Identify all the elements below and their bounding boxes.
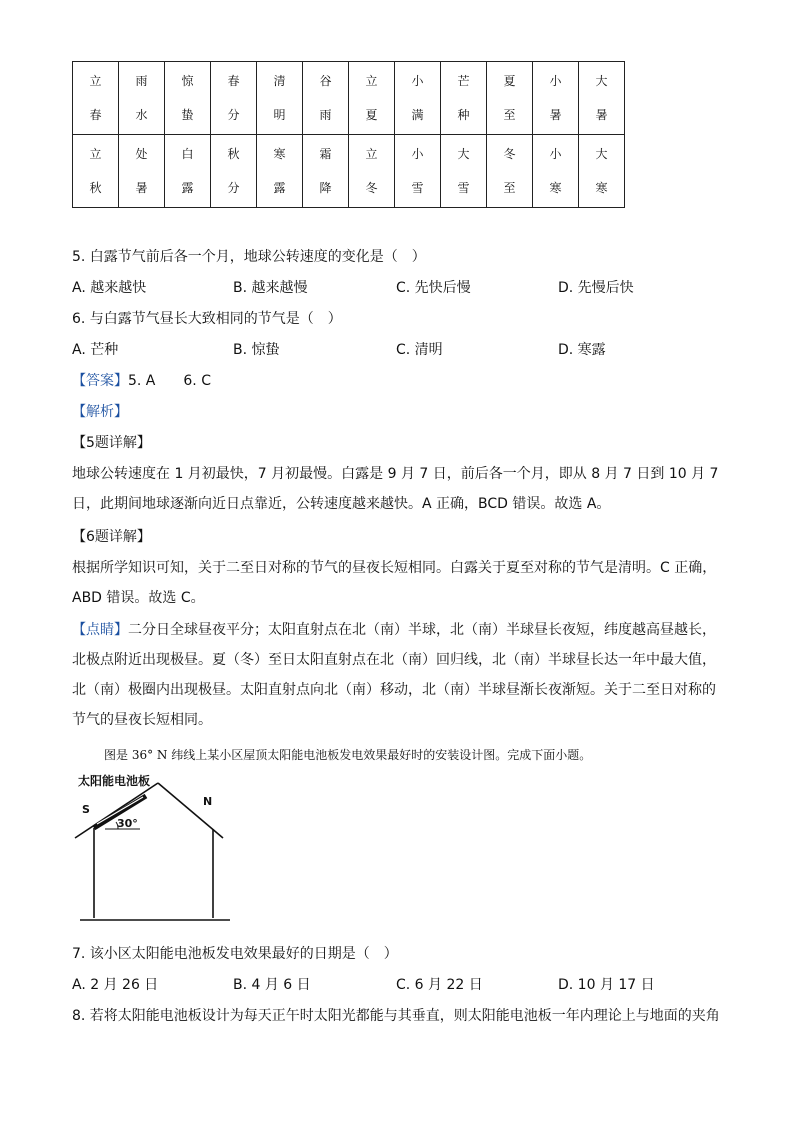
q6-option-c: C. 清明 xyxy=(396,342,443,358)
q5-option-b: B. 越来越慢 xyxy=(233,280,308,296)
table-cell: 立 夏 xyxy=(349,62,395,135)
south-label: S xyxy=(82,803,90,816)
table-row xyxy=(73,62,625,135)
detail5-text: 地球公转速度在 1 月初最快，7 月初最慢。白露是 9 月 7 日，前后各一个月，即从 8 月 7 日到 10 月 7 日，此期间地球逐渐向近日点靠近，公转速度越来越快。A 正确，BCD 错误。故选 A。 xyxy=(72,466,719,512)
table-cell: 芒 种 xyxy=(441,62,487,135)
table-cell: 大 雪 xyxy=(441,135,487,208)
q5-option-a: A. 越来越快 xyxy=(72,280,147,296)
q7-option-b: B. 4 月 6 日 xyxy=(233,977,311,993)
q7-stem: 7. 该小区太阳能电池板发电效果最好的日期是（ ） xyxy=(72,946,398,962)
table-cell: 惊 蛰 xyxy=(165,62,211,135)
q8-stem: 8. 若将太阳能电池板设计为每天正午时太阳光都能与其垂直，则太阳能电池板一年内理论上与地面的夹角 xyxy=(72,1008,720,1024)
table-cell: 春 分 xyxy=(211,62,257,135)
table-cell: 立 秋 xyxy=(73,135,119,208)
north-label: N xyxy=(203,795,213,808)
table-cell: 立 冬 xyxy=(349,135,395,208)
q7-option-a: A. 2 月 26 日 xyxy=(72,977,159,993)
table-row xyxy=(73,135,625,208)
tip-text: 二分日全球昼夜平分；太阳直射点在北（南）半球，北（南）半球昼长夜短，纬度越高昼越长，北极点附近出现极昼。夏（冬）至日太阳直射点在北（南）回归线，北（南）半球昼长达一年中最大值，北（南）极圈内出现极昼。太阳直射点向北（南）移动，北（南）半球昼渐长夜渐短。关于二至日对称的节气的昼夜长短相同。 xyxy=(72,622,716,728)
detail6-tag: 【6题详解】 xyxy=(72,529,151,545)
tip-tag: 【点睛】 xyxy=(72,622,128,638)
table-cell: 处 暑 xyxy=(119,135,165,208)
table-cell: 清 明 xyxy=(257,62,303,135)
table-cell: 冬 至 xyxy=(487,135,533,208)
table-cell: 小 暑 xyxy=(533,62,579,135)
table-cell: 谷 雨 xyxy=(303,62,349,135)
q6-option-b: B. 惊蛰 xyxy=(233,342,280,358)
q6-option-a: A. 芒种 xyxy=(72,342,119,358)
q5-stem: 5. 白露节气前后各一个月，地球公转速度的变化是（ ） xyxy=(72,249,426,265)
answer-text: 5. A 6. C xyxy=(128,373,211,389)
table-cell: 大 寒 xyxy=(579,135,625,208)
table-cell: 白 露 xyxy=(165,135,211,208)
table-cell: 秋 分 xyxy=(211,135,257,208)
table-cell: 小 雪 xyxy=(395,135,441,208)
detail5-tag: 【5题详解】 xyxy=(72,435,151,451)
analysis-tag: 【解析】 xyxy=(72,404,128,420)
solar-panel-house-figure xyxy=(70,770,240,925)
table-cell: 小 寒 xyxy=(533,135,579,208)
tip-paragraph xyxy=(72,615,722,735)
angle-label: 30° xyxy=(117,817,138,830)
answer-tag: 【答案】 xyxy=(72,373,128,389)
answer-line xyxy=(72,372,211,390)
table-cell: 雨 水 xyxy=(119,62,165,135)
figure-caption: 图是 36° N 纬线上某小区屋顶太阳能电池板发电效果最好时的安装设计图。完成下面小题。 xyxy=(104,748,592,762)
q6-stem: 6. 与白露节气昼长大致相同的节气是（ ） xyxy=(72,311,342,327)
table-cell: 霜 降 xyxy=(303,135,349,208)
solar-terms-table xyxy=(72,61,625,208)
table-cell: 寒 露 xyxy=(257,135,303,208)
q6-option-d: D. 寒露 xyxy=(558,342,606,358)
q7-option-d: D. 10 月 17 日 xyxy=(558,977,655,993)
q5-option-d: D. 先慢后快 xyxy=(558,280,634,296)
q7-option-c: C. 6 月 22 日 xyxy=(396,977,483,993)
table-cell: 立 春 xyxy=(73,62,119,135)
panel-label: 太阳能电池板 xyxy=(78,774,151,788)
table-cell: 大 暑 xyxy=(579,62,625,135)
table-cell: 小 满 xyxy=(395,62,441,135)
detail6-text: 根据所学知识可知，关于二至日对称的节气的昼夜长短相同。白露关于夏至对称的节气是清明。C 正确，ABD 错误。故选 C。 xyxy=(72,560,717,606)
q5-option-c: C. 先快后慢 xyxy=(396,280,471,296)
table-cell: 夏 至 xyxy=(487,62,533,135)
